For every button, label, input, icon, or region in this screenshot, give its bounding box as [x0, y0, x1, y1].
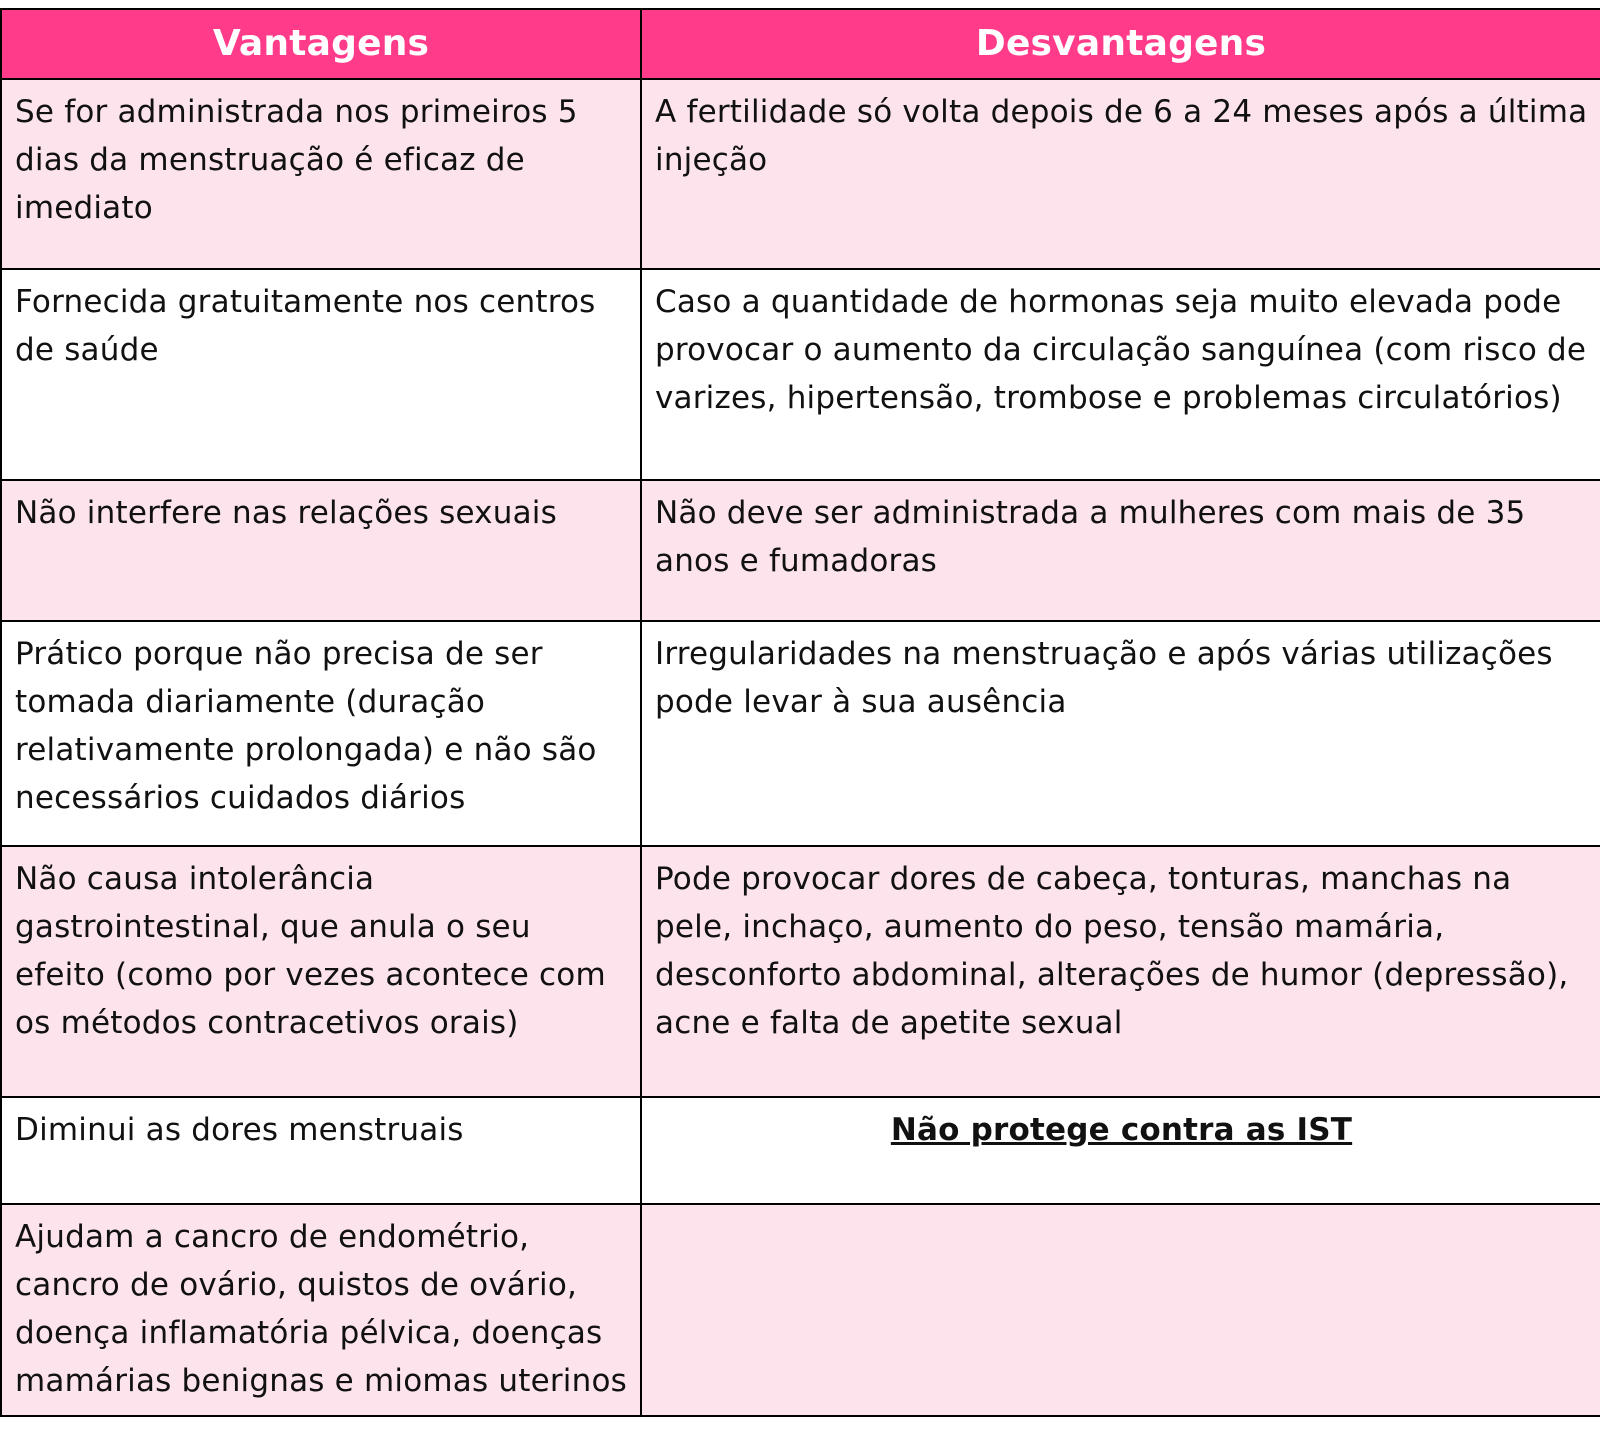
table-row [1, 480, 1600, 621]
comparison-table-wrapper [0, 8, 1600, 1417]
desvantagem-cell: Irregularidades na menstruação e após várias utilizações pode levar à sua ausência [641, 621, 1600, 846]
table-header-row [1, 9, 1600, 79]
header-vantagens: Vantagens [1, 9, 641, 79]
vantagem-cell: Prático porque não precisa de ser tomada diariamente (duração relativamente prolongada) e não são necessários cuidados diários [1, 621, 641, 846]
table-row [1, 79, 1600, 269]
vantagem-cell: Diminui as dores menstruais [1, 1097, 641, 1204]
desvantagem-cell: Não deve ser administrada a mulheres com mais de 35 anos e fumadoras [641, 480, 1600, 621]
table-row [1, 1097, 1600, 1204]
vantagem-cell: Não interfere nas relações sexuais [1, 480, 641, 621]
desvantagem-cell: A fertilidade só volta depois de 6 a 24 meses após a última injeção [641, 79, 1600, 269]
desvantagem-cell: Caso a quantidade de hormonas seja muito elevada pode provocar o aumento da circulação sanguínea (com risco de varizes, hipertensão, trombose e problemas circulatórios) [641, 269, 1600, 480]
vantagem-cell: Se for administrada nos primeiros 5 dias da menstruação é eficaz de imediato [1, 79, 641, 269]
vantagem-cell: Não causa intolerância gastrointestinal, que anula o seu efeito (como por vezes acontece com os métodos contracetivos orais) [1, 846, 641, 1097]
header-desvantagens: Desvantagens [641, 9, 1600, 79]
table-row [1, 621, 1600, 846]
desvantagem-cell-empty [641, 1204, 1600, 1416]
desvantagem-cell: Pode provocar dores de cabeça, tonturas, manchas na pele, inchaço, aumento do peso, tensão mamária, desconforto abdominal, alterações de humor (depressão), acne e falta de apetite sexual [641, 846, 1600, 1097]
table-row [1, 269, 1600, 480]
table-row [1, 846, 1600, 1097]
desvantagem-cell-ist: Não protege contra as IST [641, 1097, 1600, 1204]
vantagem-cell: Fornecida gratuitamente nos centros de saúde [1, 269, 641, 480]
advantages-disadvantages-table [0, 8, 1600, 1417]
vantagem-cell: Ajudam a cancro de endométrio, cancro de ovário, quistos de ovário, doença inflamatória pélvica, doenças mamárias benignas e miomas uterinos [1, 1204, 641, 1416]
table-row [1, 1204, 1600, 1416]
